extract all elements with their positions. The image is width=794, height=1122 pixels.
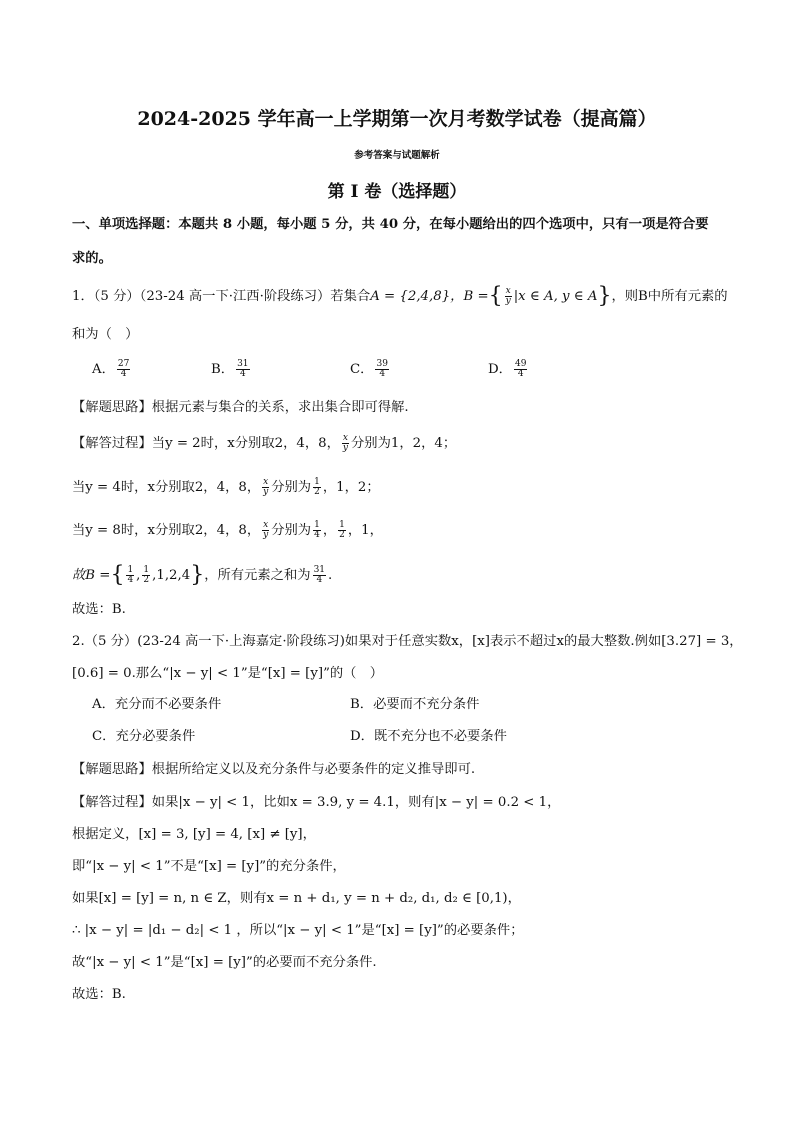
q2-process-line-4: 如果[x] = [y] = n, n ∈ Z，则有x = n + d₁, y = n + d₂, d₁, d₂ ∈ [0,1)， [72,891,521,906]
q2-stem-line-2: [0.6] = 0.那么“|x − y| < 1”是“[x] = [y]”的（ ） [72,666,384,681]
q1-stem [72,283,728,309]
q2-option-c: C．充分必要条件 [92,729,196,744]
q1-thinking-tag: 【解题思路】 [72,400,152,415]
left-brace-icon: { [110,562,125,588]
q1-option-c: C． $\frac{39}{4}$ [350,359,388,379]
instructions-line-1: 一、单项选择题：本题共 8 小题，每小题 5 分，共 40 分，在每小题给出的四个选项中，只有一项是符合要 [72,217,709,232]
section-heading: 第 I 卷（选择题） [327,182,467,202]
q1-set-b-prefix: B = [463,289,489,304]
q2-thinking: 【解题思路】根据所给定义以及充分条件与必要条件的定义推导即可. [72,762,476,777]
q1-option-b: B． $\frac{31}{4}$ [211,359,249,379]
q1-option-d: D． $\frac{49}{4}$ [488,359,527,379]
instructions-line-2: 求的。 [72,251,112,266]
left-brace-icon: { [488,283,503,309]
page-subtitle: 参考答案与试题解析 [354,150,440,161]
q1-set-b-condition: |x ∈ A, y ∈ A [513,289,598,304]
q1-set-b-fraction: $\frac{x}{y}$ [505,286,511,306]
q1-process-line-1: 【解答过程】当y = 2时，x分别取2，4，8， $\frac{x}{y}$ 分别为1，2，4； [72,433,457,453]
q1-process-line-2: 当y = 4时，x分别取2，4，8， $\frac{x}{y}$ 分别为 $\frac{1}{2}$ ，1，2； [72,477,380,497]
q2-process-line-6: 故“|x − y| < 1”是“[x] = [y]”的必要而不充分条件. [72,955,377,970]
q1-process-line-3: 当y = 8时，x分别取2，4，8， $\frac{x}{y}$ 分别为 $\frac{1}{4}$ ， $\frac{1}{2}$ ，1， [72,520,383,540]
q1-stem-line-2: 和为（ ） [72,327,139,342]
q2-option-d: D．既不充分也不必要条件 [350,729,507,744]
q2-process-line-3: 即“|x − y| < 1”不是“[x] = [y]”的充分条件， [72,859,346,874]
q2-answer: 故选：B. [72,987,126,1002]
q1-thinking: 【解题思路】根据元素与集合的关系，求出集合即可得解. [72,400,409,415]
q1-stem-prefix: 1．（5 分）（23-24 高一下·江西·阶段练习）若集合 [72,289,371,304]
page-title: 2024-2025 学年高一上学期第一次月考数学试卷（提高篇） [137,108,657,130]
q1-conclusion: 故B ={ $\frac{1}{4}$ , $\frac{1}{2}$ ,1,2,4}，所有元素之和为 $\frac{31}{4}$ . [72,562,333,588]
right-brace-icon: } [597,283,612,309]
q2-process-line-2: 根据定义，[x] = 3, [y] = 4, [x] ≠ [y]， [72,827,316,842]
q2-stem-line-1: 2.（5 分）(23-24 高一下·上海嘉定·阶段练习)如果对于任意实数x，[x]表示不超过x的最大整数.例如[3.27] = 3， [72,634,743,649]
q1-set-a: A = {2,4,8}， [370,289,464,304]
q2-process-line-1: 【解答过程】如果|x − y| < 1，比如x = 3.9, y = 4.1，则有|x − y| = 0.2 < 1， [72,795,561,810]
right-brace-icon: } [190,562,205,588]
q2-process-line-5: ∴ |x − y| = |d₁ − d₂| < 1 ，所以“|x − y| < 1”是“[x] = [y]”的必要条件； [72,923,524,938]
q1-answer: 故选：B. [72,602,126,617]
q1-option-a: A． $\frac{27}{4}$ [92,359,130,379]
q2-option-b: B．必要而不充分条件 [350,697,480,712]
q2-option-a: A．充分而不必要条件 [92,697,222,712]
q1-stem-suffix: ，则B中所有元素的 [611,289,728,304]
